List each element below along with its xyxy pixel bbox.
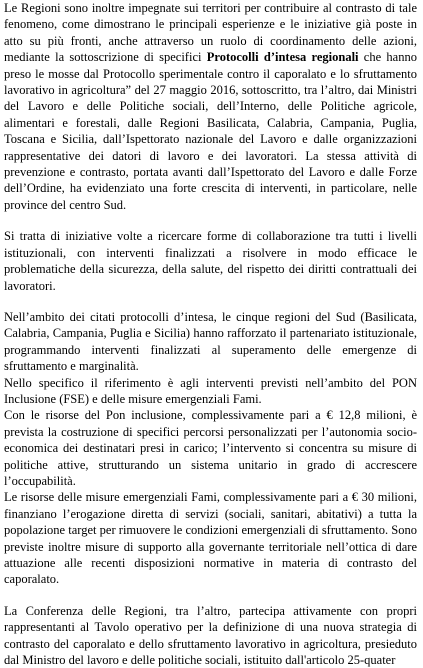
paragraph-text: che hanno preso le mosse dal Protocollo sperimentale contro il caporalato e lo sfruttamento lavorativo in agricoltura” del 27 maggio 2016, sottoscritto, tra l’altro, dai Ministri del Lavoro e delle Politiche sociali, dell’Interno, delle Politiche agricole, alimentari e forestali, dalle Regioni Basilicata, Calabria, Campania, Puglia, Toscana e Sicilia, dall’Ispettorato nazionale del Lavoro e dalle organizzazioni rappresentative dei datori di lavoro e dei lavoratori. La stessa attività di prevenzione e contrasto, portata avanti dall’Ispettorato del Lavoro e dalle Forze dell’Ordine, ha evidenziato una forte crescita di interventi, in particolare, nelle province del centro Sud. bbox=[4, 50, 417, 212]
paragraph-pon-fami-reference: Nello specifico il riferimento è agli interventi previsti nell’ambito del PON Inclusione (FSE) e delle misure emergenziali Fami. bbox=[4, 375, 417, 406]
bold-protocols-term: Protocolli d’intesa regionali bbox=[206, 50, 359, 65]
paragraph-fami-resources: Le risorse delle misure emergenziali Fami, complessivamente pari a € 30 milioni, finanziano l’erogazione diretta di servizi (sociali, sanitari, abitativi) a tutta la popolazione target per rimuovere le condizioni emergenziali di sfruttamento. Sono previste inoltre misure di supporto alla governante territoriale nell’ottica di dare attuazione alle recenti disposizioni normative in materia di contrasto del caporalato. bbox=[4, 490, 417, 587]
paragraph-southern-regions: Nell’ambito dei citati protocolli d’intesa, le cinque regioni del Sud (Basilicata, Calabria, Campania, Puglia e Sicilia) hanno rafforzato il partenariato istituzionale, programmando interventi finalizzati al superamento delle emergenze di sfruttamento e marginalità. bbox=[4, 309, 417, 374]
paragraph-regional-protocols bbox=[4, 0, 417, 213]
paragraph-text: Le Regioni sono inoltre impegnate sui territori per contribuire al contrasto di tale fenomeno, come dimostrano le principali esperienze e le iniziative già poste in atto su più fronti, anche attraverso un ruolo di coordinamento delle azioni, mediante la sottoscrizione di specifici bbox=[4, 1, 417, 65]
paragraph-pon-resources: Con le risorse del Pon inclusione, complessivamente pari a € 12,8 milioni, è prevista la costruzione di specifici percorsi personalizzati per l’autonomia socio-economica dei destinatari presi in carico; l’intervento si concentra su misure di politiche attive, strutturando un sistema unitario in grado di accrescere l’occupabilità. bbox=[4, 408, 417, 488]
paragraph-conference-regions: La Conferenza delle Regioni, tra l’altro, partecipa attivamente con propri rappresentanti al Tavolo operativo per la definizione di una nuova strategia di contrasto del caporalato e dello sfruttamento lavorativo in agricoltura, presieduto dal Ministro del lavoro e delle politiche sociali, istituito dall'articolo 25-quater bbox=[4, 603, 417, 668]
document-page bbox=[4, 0, 417, 668]
paragraph-collaboration: Si tratta di iniziative volte a ricercare forme di collaborazione tra tutti i livelli istituzionali, con interventi finalizzati a risolvere in modo efficace le problematiche della sicurezza, della salute, del rispetto dei diritti contrattuali dei lavoratori. bbox=[4, 229, 417, 293]
